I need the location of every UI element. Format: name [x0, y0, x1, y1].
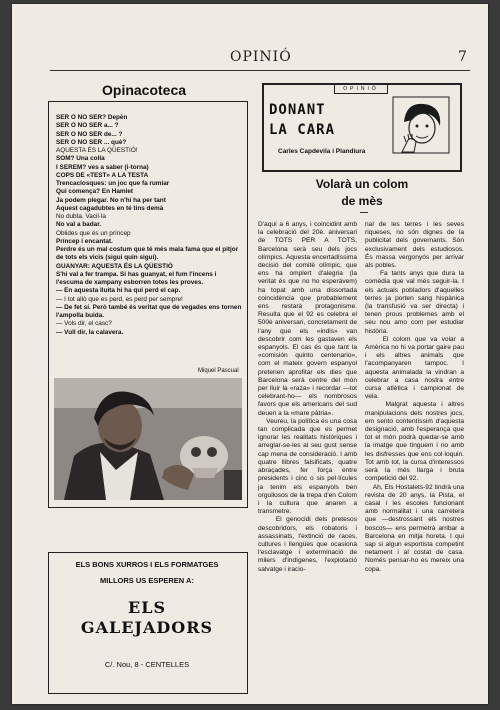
ad-address: C/. Nou, 8 - CENTELLES [104, 660, 190, 669]
ad-name-2: GALEJADORS [80, 618, 214, 637]
column-tag: OPINIÓ [334, 84, 388, 94]
page-number: 7 [458, 49, 467, 65]
poem-line: Aquest cagadubtes en té tins demà [56, 204, 164, 212]
hamlet-photo [54, 378, 242, 500]
header-rule [50, 70, 470, 71]
poem-line: SER O NO SER a... ? [56, 122, 119, 130]
poem-line: AQUESTA ÉS LA QÜESTIÓ! [56, 147, 138, 154]
poem-line: SER O NO SER? Depèn [56, 114, 128, 121]
actor-with-skull-image [54, 378, 242, 500]
poem-line: Perdre és un mal costum que té més mala fama que el pitjor de tots els vicis (sigui quin sigui). [56, 246, 239, 262]
column-title-line-1: DONANT [269, 102, 326, 118]
cartoon-face-icon [392, 96, 450, 154]
opinacoteca-title: Opinacoteca [102, 82, 187, 98]
article-column-right: nal de les terres i les seves riqueses, no són dignes de la publicitat dels governants. Són exclusivament dels estudiosos. És massa vergonyós per arrivar als pobles. Fa tants anys que dura la comèdia que val més seguir-la. I els actuals pobladors d'aquelles terres ja porten sang hispànica (la transfusió va ser directa) i tenen prous problemes amb el seu nou amo com per estudiar història. El colom que va volar a Amèrica no hi va portar gaire pau i els altres animals que l'acompanyaren tampoc. I aquesta animalada la vindran a celebrar a casa nostra entre cursa atlètica i campionat de vela. Malgrat aquesta i altres manipulacions dels nostres jocs, em sento contentíssim d'aquesta designació, amb l'esperança que tot el món podrà quedar-se amb la imatge que tinguem i no amb les disfresses que ens col·loquin. Tot amb tot, la cursa d'interessos serà la més llarga i bruta competició del 92. Ah, Els Hostalets-92 tindrà una revista de 20 anys, la Pista, el casal i les escoles funcionant amb normalitat i una carretera que —destrossant els nostres boscos— ens permetrà arribar a Barcelona en mitja horeta. I qui sap si algun esportista competint netament i al costat de casa. Només pensar-ho es mereix una copa. [365, 221, 464, 573]
poem-line: Trencaclosques: un joc que fa rumiar [56, 180, 170, 187]
column-byline: Carles Capdevila i Plandiura [278, 148, 366, 155]
ad-name-1: ELS [128, 598, 166, 617]
newspaper-page [12, 4, 488, 704]
poem-line: S'hi val a fer trampa. Si has guanyat, el fum l'incens i l'escuma de xampany esborren totes les proves. [56, 270, 217, 286]
ad-line-2: MILLORS US ESPEREN A: [100, 576, 194, 585]
poem-line: Oblides que és un príncep [56, 229, 131, 237]
poem-line: GUANYAR: AQUESTA ÉS LA QÜESTIÓ [56, 262, 173, 270]
poem-author: Miquel Pascual [198, 368, 239, 374]
headline-rule [360, 212, 368, 213]
opinacoteca-poem [56, 114, 244, 337]
ad-line-1: ELS BONS XURROS I ELS FORMATGES [75, 560, 219, 569]
poem-line: No dubta. Vacil·la [56, 213, 106, 220]
poem-line: COPS DE «TEST» A LA TESTA [56, 171, 149, 179]
poem-line: — De fet sí. Però també és veritat que de vegades ens tornen l'ampolla buida. [56, 303, 242, 319]
poem-line: — En aquesta lluita hi ha qui perd el cap. [56, 287, 181, 295]
poem-line: Qui comença? En Hamlet [56, 188, 134, 196]
poem-line: SOM? Una colla [56, 155, 105, 163]
poem-line: I SEREM? ves a saber (i-torna) [56, 163, 149, 171]
poem-line: No val a badar. [56, 221, 102, 229]
column-title-line-2: LA CARA [269, 122, 336, 138]
poem-line: Ja podem plegar. No n'hi ha per tant [56, 196, 166, 204]
poem-line: SER O NO SER de... ? [56, 130, 123, 138]
poem-line: Príncep i encantat. [56, 237, 113, 245]
article-headline-line-2: de mès [341, 194, 383, 208]
article-column-left: D'aquí a 6 anys, i coincidint amb la celebració del 20è. aniversari de TOTS PER A TOTS, Barcelona serà seu dels jocs olímpics. Aquesta encertadíssima decisió del comitè olímpic, que ens ha omplert d'alegria (la veritat és que no ho esperàvem) ha topat amb una dissortada coincidència que probablement ens restarà protagonisme. Resulta que el 92 es celebra el 500è aniversari, concretament de l'any que els «indis» van descobrir com les gastaven els espanyols. El cas és que tant la «comisión quinto centenario», com el mateix govern espanyol pretenen aprofitar els dies que Barcelona serà centre del món per lluir la «raza» i recordar —tot celebrant-ho— els nombrosos favors que els americans del sud deuen a la «mare pàtria». Veureu, la política és una cosa tan complicada que es permet ignorar les realitats històriques i arreglar-se-les al seu gust sense cap mena de consideració. I amb quatre llibres falsificats, quatre abraçades, fer força entre presidents i cinc o sis pel·lícules ja tenim els espanyols ben orgullosos de la trepa d'en Colom i la cultura que anaren a transmetre. El genocidi dels pretesos descobridors, els robatoris i assassinats, l'extinció de races, cultures i llengües que ocasionà l'esclavatge i exterminació de milers d'indígenes, l'explotació salvatge i iracio- [258, 221, 358, 573]
poem-line: — I tot allò que es perd, es perd per sempre! [56, 295, 183, 303]
article-headline-line-1: Volarà un colom [315, 177, 409, 191]
poem-line: SER O NO SER ... què? [56, 138, 127, 146]
poem-line: — Vull dir, la calavera. [56, 328, 124, 336]
section-title: OPINIÓ [230, 49, 292, 65]
poem-line: — Vols dir, el casc? [56, 320, 112, 328]
